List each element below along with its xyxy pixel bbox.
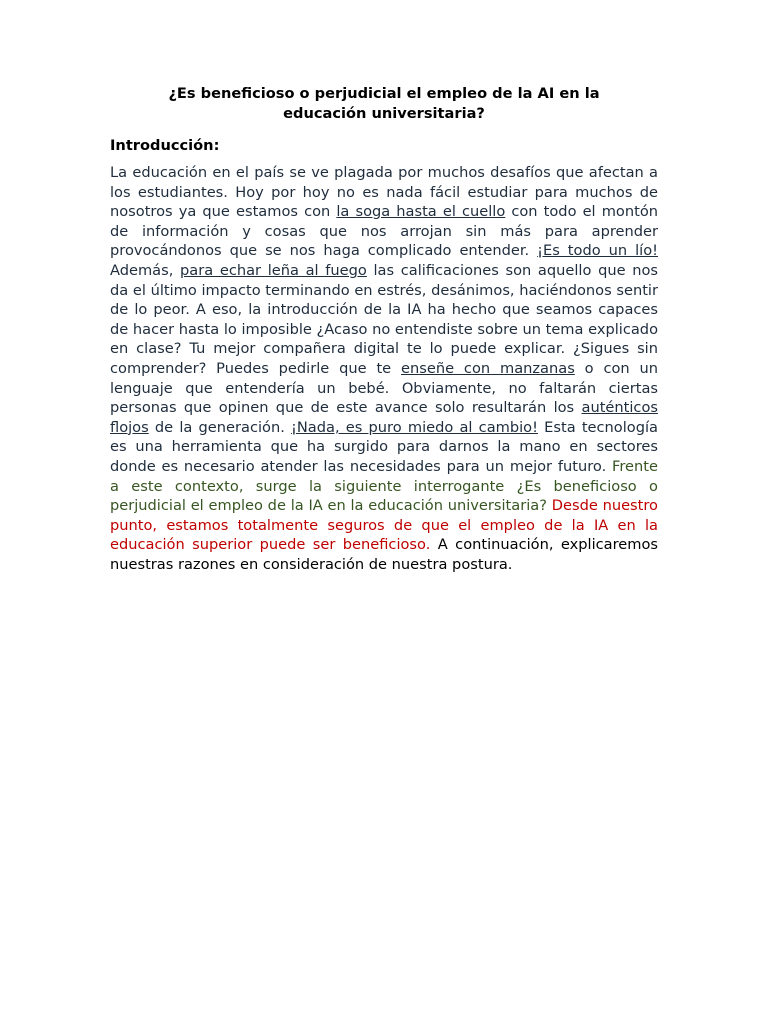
closing-sentence-text: A continuación, explicaremos nuestras razones en consideración de nuestra postura. [110, 536, 659, 573]
paragraph-run: La educación en el país se ve plagada por muchos desafíos que afectan a los estudiantes. Hoy por hoy no es nada fácil estudiar para muchos de nosotros ya que estamos con [110, 164, 658, 221]
paragraph-run: de la generación. [148, 418, 292, 436]
paragraph-run: Además, [110, 261, 181, 279]
document-title: ¿Es beneficioso o perjudicial el empleo de la AI en la educación universitaria? [168, 85, 600, 122]
paragraph-run: con todo el montón de información y cosas que nos arrojan sin más para aprender provocándonos que se nos haga complicado entender. [110, 203, 659, 260]
section-heading-introduction: Introducción: [110, 137, 220, 154]
paragraph-run: las calificaciones son aquello que nos da el último impacto terminando en estrés, desánimos, haciéndonos sentir de lo peor. A eso, la introducción de la IA ha hecho que seamos capaces de hacer hasta lo imposible ¿Acaso no entendiste sobre un tema explicado en clase? Tu mejor compañera digital te lo puede explicar. ¿Sigues sin comprender? Puedes pedirle que te [110, 261, 658, 377]
idiom-phrase: para echar leña al fuego [180, 261, 367, 279]
idiom-phrase: auténticos flojos [110, 399, 658, 436]
idiom-phrase: la soga hasta el cuello [336, 203, 506, 221]
idiom-phrase: ¡Es todo un lío! [537, 242, 658, 260]
thesis-statement-text: Desde nuestro punto, estamos totalmente seguros de que el empleo de la IA en la educación superior puede ser beneficioso. [110, 497, 658, 554]
paragraph-run: o con un lenguaje que entendería un bebé. Obviamente, no faltarán ciertas personas que opinen que de este avance solo resultarán los [110, 359, 658, 417]
research-question-text: Frente a este contexto, surge la siguiente interrogante ¿Es beneficioso o perjudicial el empleo de la IA en la educación universitaria? [110, 457, 658, 515]
idiom-phrase: enseñe con manzanas [401, 359, 575, 377]
idiom-phrase: ¡Nada, es puro miedo al cambio! [291, 418, 538, 436]
document-page [110, 84, 658, 574]
introduction-paragraph [110, 163, 658, 574]
paragraph-run: Esta tecnología es una herramienta que ha surgido para darnos la mano en sectores donde es necesario atender las necesidades para un mejor futuro. [110, 418, 658, 475]
